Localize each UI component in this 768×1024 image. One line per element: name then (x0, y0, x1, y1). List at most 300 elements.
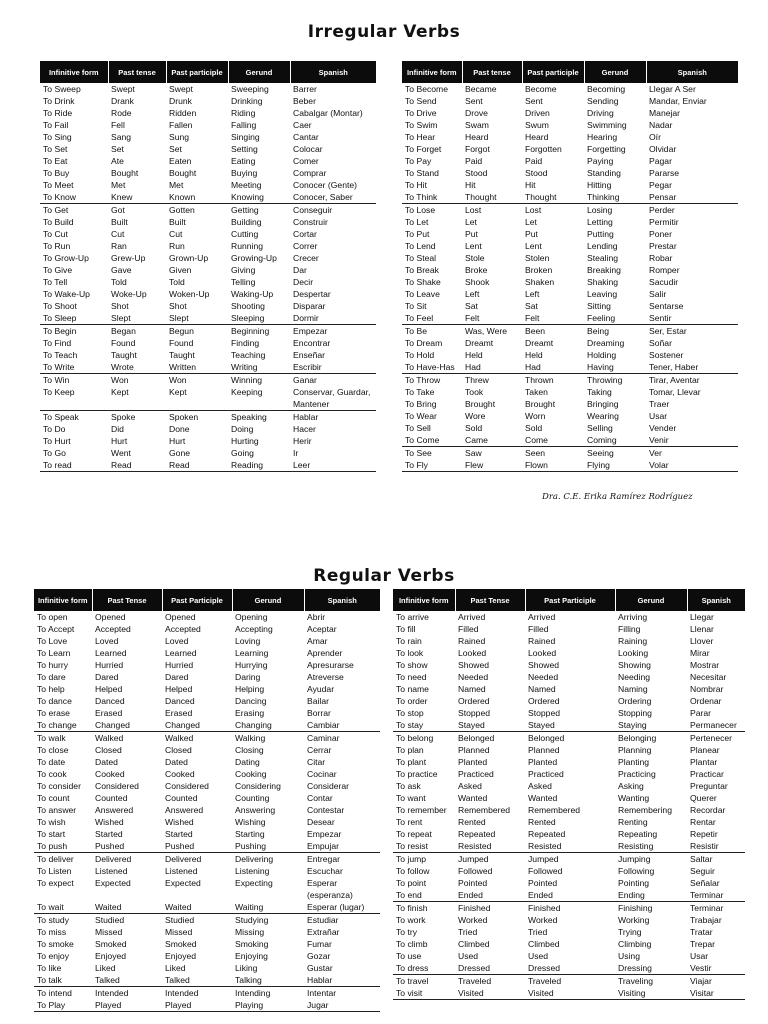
cell-past-participle: Sold (525, 423, 543, 433)
table-row (393, 938, 745, 950)
cell-infinitive: To push (37, 841, 68, 851)
table-row (34, 804, 380, 816)
table-row (393, 744, 745, 756)
column-header-gerund: Gerund (228, 61, 290, 83)
column-header-gerund: Gerund (584, 61, 646, 83)
cell-spanish: Saltar (687, 853, 745, 866)
cell-infinitive: To plan (396, 745, 424, 755)
cell-gerund: Leaving (587, 289, 618, 299)
table-row (34, 732, 380, 745)
cell-past-tense: Had (465, 362, 481, 372)
cell-past-tense: Drank (111, 96, 134, 106)
cell-spanish: Esperar (esperanza) (307, 878, 353, 900)
cell-infinitive: To Tell (43, 277, 68, 287)
cell-past-participle: Woken-Up (169, 289, 210, 299)
cell-past-participle: Answered (165, 805, 204, 815)
cell-past-participle: Intended (162, 987, 232, 1000)
table-row (34, 974, 380, 987)
table-row (402, 155, 738, 167)
cell-infinitive: To See (402, 447, 462, 460)
cell-spanish: Escribir (293, 362, 322, 372)
column-header-past-participle: Past participle (522, 61, 584, 83)
column-header-spanish: Spanish (646, 61, 738, 83)
cell-gerund: Sitting (587, 301, 611, 311)
cell-spanish: Poner (649, 229, 672, 239)
cell-past-participle: Hurt (169, 436, 186, 446)
table-row (393, 719, 745, 732)
cell-infinitive: To Bring (405, 399, 437, 409)
cell-past-tense: Put (465, 229, 478, 239)
cell-past-participle: Driven (525, 108, 550, 118)
cell-gerund: Listening (235, 866, 270, 876)
cell-gerund: Starting (235, 829, 265, 839)
cell-past-tense: Heard (465, 132, 489, 142)
cell-past-tense: Flew (462, 459, 522, 472)
table-row (402, 131, 738, 143)
table-row (402, 386, 738, 398)
cell-infinitive: To expect (37, 878, 74, 888)
cell-spanish: Caminar (304, 732, 380, 745)
cell-gerund: Putting (587, 229, 614, 239)
cell-spanish: Llenar (690, 624, 714, 634)
cell-past-tense: Closed (95, 745, 122, 755)
cell-past-tense: Set (111, 144, 124, 154)
cell-spanish: Citar (307, 757, 326, 767)
cell-spanish: Gustar (307, 963, 333, 973)
irregular-verbs-title: Irregular Verbs (307, 22, 461, 42)
table-row (402, 312, 738, 325)
cell-gerund: Expecting (235, 878, 273, 888)
table-row (402, 119, 738, 131)
cell-infinitive: To Become (405, 84, 448, 94)
cell-spanish: Disparar (293, 301, 326, 311)
cell-past-participle: Drunk (169, 96, 192, 106)
table-row (34, 756, 380, 768)
cell-gerund: Wishing (235, 817, 266, 827)
cell-past-participle: Dared (165, 672, 189, 682)
cell-past-participle: Ridden (169, 108, 197, 118)
table-row (393, 659, 745, 671)
cell-infinitive: To Get (40, 204, 108, 217)
cell-past-participle: Seen (522, 447, 584, 460)
cell-past-tense: Built (111, 217, 128, 227)
cell-gerund: Cutting (231, 229, 259, 239)
cell-spanish: Usar (649, 411, 668, 421)
cell-infinitive: To fill (396, 624, 416, 634)
table-row (40, 179, 376, 191)
cell-past-tense: Fell (111, 120, 125, 130)
cell-past-participle: Stolen (525, 253, 550, 263)
table-row (40, 325, 376, 338)
cell-past-participle: Wished (165, 817, 194, 827)
cell-past-participle: Helped (165, 684, 193, 694)
cell-spanish: Llover (690, 636, 714, 646)
author-signature: Dra. C.E. Erika Ramírez Rodríguez (542, 492, 693, 502)
table-row (34, 671, 380, 683)
cell-spanish: Visitar (687, 987, 745, 1000)
cell-past-participle: Met (169, 180, 184, 190)
table-row (40, 435, 376, 447)
cell-spanish: Ganar (290, 374, 376, 387)
cell-past-participle: Had (525, 362, 541, 372)
table-row (393, 611, 745, 623)
cell-gerund: Lending (587, 241, 618, 251)
cell-past-participle: Put (525, 229, 538, 239)
cell-gerund: Beginning (228, 325, 290, 338)
table-row (34, 950, 380, 962)
table-row (40, 240, 376, 252)
cell-past-tense: Dressed (458, 963, 490, 973)
cell-infinitive: To close (37, 745, 69, 755)
table-row (393, 768, 745, 780)
cell-past-participle: Danced (165, 696, 195, 706)
cell-past-tense: Sang (111, 132, 132, 142)
cell-infinitive: To Build (43, 217, 74, 227)
cell-past-participle: Taught (169, 350, 195, 360)
table-row (402, 191, 738, 204)
table-row (402, 264, 738, 276)
cell-past-participle: Traveled (525, 975, 615, 988)
cell-past-tense: Hurt (111, 436, 128, 446)
cell-infinitive: To Take (405, 387, 435, 397)
cell-past-participle: Gone (169, 448, 191, 458)
cell-past-tense: Sold (465, 423, 483, 433)
cell-past-tense: Asked (458, 781, 482, 791)
cell-infinitive: To Sit (405, 301, 427, 311)
table-row (40, 191, 376, 204)
cell-infinitive: To Be (402, 325, 462, 338)
cell-past-participle: Climbed (528, 939, 560, 949)
cell-past-tense: Spoke (108, 411, 166, 424)
cell-spanish: Tratar (690, 927, 713, 937)
cell-past-participle: Followed (528, 866, 563, 876)
cell-past-participle: Worn (525, 411, 546, 421)
column-header-spanish: Spanish (290, 61, 376, 83)
cell-infinitive: To belong (393, 732, 455, 745)
cell-spanish: Llegar A Ser (649, 84, 696, 94)
cell-gerund: Trying (618, 927, 642, 937)
cell-gerund: Following (618, 866, 655, 876)
cell-infinitive: To show (396, 660, 428, 670)
cell-infinitive: To Dream (405, 338, 443, 348)
cell-spanish: Perder (646, 204, 738, 217)
cell-spanish: Vender (649, 423, 677, 433)
cell-gerund: Jumping (615, 853, 687, 866)
cell-spanish: Atreverse (307, 672, 344, 682)
cell-past-tense: Worked (458, 915, 488, 925)
table-row (40, 300, 376, 312)
cell-infinitive: To Wear (405, 411, 437, 421)
cell-infinitive: To Play (34, 999, 92, 1012)
table-row (34, 707, 380, 719)
cell-past-tense: Helped (95, 684, 123, 694)
table-row (393, 695, 745, 707)
cell-spanish: Crecer (293, 253, 319, 263)
cell-past-tense: Ran (111, 241, 127, 251)
column-header-spanish: Spanish (304, 589, 380, 611)
cell-gerund: Staying (618, 720, 647, 730)
cell-past-participle: Forgotten (525, 144, 562, 154)
cell-gerund: Flying (584, 459, 646, 472)
table-row (402, 240, 738, 252)
cell-infinitive: To Sweep (43, 84, 81, 94)
table-row (40, 411, 376, 424)
cell-gerund: Renting (618, 817, 648, 827)
cell-infinitive: To Ride (43, 108, 73, 118)
cell-past-tense: Hurried (95, 660, 124, 670)
cell-infinitive: To Forget (405, 144, 442, 154)
table-row (393, 635, 745, 647)
table-row (402, 252, 738, 264)
cell-past-participle: Jumped (525, 853, 615, 866)
cell-infinitive: To Lose (402, 204, 462, 217)
cell-spanish: Ayudar (307, 684, 335, 694)
cell-infinitive: To Keep (43, 387, 75, 397)
cell-spanish: Hacer (293, 424, 316, 434)
regular-verbs-table-right (393, 589, 745, 1000)
cell-gerund: Repeating (618, 829, 658, 839)
cell-past-participle: Broken (525, 265, 553, 275)
cell-spanish: Terminar (687, 902, 745, 915)
cell-spanish: Cerrar (307, 745, 332, 755)
table-row (34, 853, 380, 866)
table-row (40, 374, 376, 387)
cell-past-tense: Found (111, 338, 136, 348)
column-header-past-tense: Past tense (108, 61, 166, 83)
cell-past-participle: Accepted (165, 624, 201, 634)
cell-spanish: Cabalgar (Montar) (293, 108, 363, 118)
cell-past-tense: Visited (455, 987, 525, 1000)
table-row (34, 877, 380, 901)
cell-past-tense: Named (458, 684, 486, 694)
cell-gerund: Using (618, 951, 640, 961)
cell-spanish: Tener, Haber (649, 362, 699, 372)
cell-past-participle: Belonged (525, 732, 615, 745)
cell-past-participle: Cooked (165, 769, 195, 779)
table-row (34, 792, 380, 804)
cell-gerund: Meeting (231, 180, 262, 190)
cell-gerund: Taking (587, 387, 612, 397)
cell-past-tense: Came (465, 435, 488, 445)
cell-infinitive: To name (396, 684, 429, 694)
cell-past-participle: Planted (528, 757, 558, 767)
cell-spanish: Abrir (307, 612, 326, 622)
cell-past-participle: Looked (528, 648, 557, 658)
cell-past-tense: Taught (111, 350, 137, 360)
cell-spanish: Pegar (649, 180, 672, 190)
table-row (402, 349, 738, 361)
cell-gerund: Resisting (618, 841, 654, 851)
table-row (34, 987, 380, 1000)
table-row (40, 447, 376, 459)
cell-gerund: Belonging (615, 732, 687, 745)
cell-past-tense: Saw (462, 447, 522, 460)
cell-infinitive: To like (37, 963, 62, 973)
cell-gerund: Learning (235, 648, 269, 658)
cell-infinitive: To practice (396, 769, 438, 779)
cell-past-participle: Found (169, 338, 194, 348)
cell-spanish: Beber (293, 96, 316, 106)
cell-gerund: Wearing (587, 411, 619, 421)
table-row (34, 938, 380, 950)
cell-spanish: Desear (307, 817, 335, 827)
cell-gerund: Letting (587, 217, 613, 227)
cell-past-participle: Rained (528, 636, 556, 646)
cell-past-tense: Lost (462, 204, 522, 217)
cell-past-tense: Wanted (458, 793, 488, 803)
cell-gerund: Playing (232, 999, 304, 1012)
cell-infinitive: To look (396, 648, 424, 658)
cell-gerund: Hurrying (235, 660, 268, 670)
cell-gerund: Waiting (235, 902, 264, 912)
cell-spanish: Borrar (307, 708, 331, 718)
cell-spanish: Vestir (690, 963, 712, 973)
cell-spanish: Jugar (304, 999, 380, 1012)
table-row (402, 107, 738, 119)
cell-spanish: Olvidar (649, 144, 677, 154)
cell-past-tense: Danced (95, 696, 125, 706)
cell-past-tense: Brought (465, 399, 496, 409)
cell-past-tense: Sent (465, 96, 483, 106)
cell-past-tense: Showed (458, 660, 490, 670)
cell-past-tense: Studied (92, 914, 162, 927)
cell-infinitive: To Love (37, 636, 68, 646)
cell-spanish: Caer (293, 120, 312, 130)
cell-infinitive: To Pay (405, 156, 432, 166)
cell-infinitive: To Sleep (43, 313, 77, 323)
cell-past-tense: Began (108, 325, 166, 338)
table-row (34, 611, 380, 623)
table-row (40, 228, 376, 240)
table-row (34, 780, 380, 792)
cell-past-tense: Ate (111, 156, 124, 166)
cell-gerund: Remembering (618, 805, 672, 815)
cell-infinitive: To count (37, 793, 70, 803)
cell-infinitive: To Break (405, 265, 439, 275)
cell-infinitive: To Meet (43, 180, 74, 190)
cell-spanish: Contestar (307, 805, 345, 815)
cell-spanish: Hablar (290, 411, 376, 424)
cell-infinitive: To Let (405, 217, 429, 227)
cell-gerund: Becoming (587, 84, 626, 94)
cell-past-tense: Smoked (95, 939, 127, 949)
cell-infinitive: To travel (393, 975, 455, 988)
cell-spanish: Venir (649, 435, 669, 445)
cell-spanish: Barrer (293, 84, 317, 94)
cell-gerund: Closing (235, 745, 264, 755)
cell-gerund: Wanting (618, 793, 650, 803)
cell-past-tense: Pointed (458, 878, 488, 888)
cell-infinitive: To Learn (37, 648, 71, 658)
cell-past-participle: Enjoyed (165, 951, 197, 961)
cell-infinitive: To Teach (43, 350, 78, 360)
cell-infinitive: To enjoy (37, 951, 70, 961)
cell-infinitive: To rain (396, 636, 422, 646)
cell-past-tense: Threw (462, 374, 522, 387)
cell-gerund: Counting (235, 793, 270, 803)
column-header-infinitive: Infinitive form (34, 589, 92, 611)
cell-infinitive: To repeat (396, 829, 432, 839)
cell-infinitive: To dance (37, 696, 72, 706)
cell-infinitive: To Accept (37, 624, 75, 634)
cell-gerund: Running (231, 241, 264, 251)
table-row (393, 792, 745, 804)
cell-gerund: Naming (618, 684, 648, 694)
table-row (34, 744, 380, 756)
cell-gerund: Holding (587, 350, 617, 360)
cell-infinitive: To Hit (405, 180, 427, 190)
cell-infinitive: To deliver (34, 853, 92, 866)
cell-infinitive: To smoke (37, 939, 74, 949)
regular-verbs-table-left (34, 589, 380, 1012)
table-row (393, 828, 745, 840)
cell-infinitive: To help (37, 684, 65, 694)
cell-past-participle: Dreamt (525, 338, 554, 348)
cell-gerund: Visiting (615, 987, 687, 1000)
column-header-past-tense: Past tense (462, 61, 522, 83)
table-row (40, 143, 376, 155)
cell-gerund: Waking-Up (231, 289, 274, 299)
cell-past-participle: Walked (162, 732, 232, 745)
cell-past-participle: Left (525, 289, 540, 299)
cell-past-participle: Swum (525, 120, 549, 130)
table-row (34, 635, 380, 647)
cell-spanish: Comprar (293, 168, 327, 178)
cell-past-tense: Slept (111, 313, 131, 323)
cell-spanish: Seguir (690, 866, 715, 876)
cell-infinitive: To Hurt (43, 436, 71, 446)
cell-past-tense: Drove (465, 108, 488, 118)
cell-spanish: Sentarse (649, 301, 684, 311)
cell-past-tense: Loved (95, 636, 119, 646)
cell-past-participle: Arrived (528, 612, 556, 622)
cell-spanish: Mostrar (690, 660, 720, 670)
cell-past-participle: Needed (528, 672, 559, 682)
cell-past-participle: Repeated (528, 829, 566, 839)
table-row (393, 647, 745, 659)
cell-past-participle: Hit (525, 180, 536, 190)
cell-spanish: Parar (690, 708, 712, 718)
cell-gerund: Planning (618, 745, 652, 755)
cell-infinitive: To ask (396, 781, 421, 791)
cell-past-participle: Showed (528, 660, 560, 670)
table-row (402, 410, 738, 422)
cell-spanish: Enseñar (293, 350, 326, 360)
cell-infinitive: To stay (396, 720, 424, 730)
cell-gerund: Erasing (235, 708, 265, 718)
cell-infinitive: To order (396, 696, 428, 706)
cell-infinitive: To Go (43, 448, 66, 458)
cell-past-tense: Followed (458, 866, 493, 876)
cell-spanish: Recordar (690, 805, 726, 815)
cell-gerund: Cooking (235, 769, 267, 779)
table-row (402, 398, 738, 410)
cell-past-tense: Needed (458, 672, 489, 682)
cell-past-participle: Changed (165, 720, 200, 730)
cell-gerund: Losing (584, 204, 646, 217)
cell-infinitive: To resist (396, 841, 428, 851)
table-row (393, 987, 745, 1000)
cell-past-tense: Paid (465, 156, 483, 166)
table-row (393, 853, 745, 866)
cell-past-tense: Cooked (95, 769, 125, 779)
cell-spanish: Sostener (649, 350, 684, 360)
cell-gerund: Practicing (618, 769, 656, 779)
cell-past-tense: Played (92, 999, 162, 1012)
cell-gerund: Buying (231, 168, 258, 178)
column-header-gerund: Gerund (232, 589, 304, 611)
cell-gerund: Throwing (584, 374, 646, 387)
